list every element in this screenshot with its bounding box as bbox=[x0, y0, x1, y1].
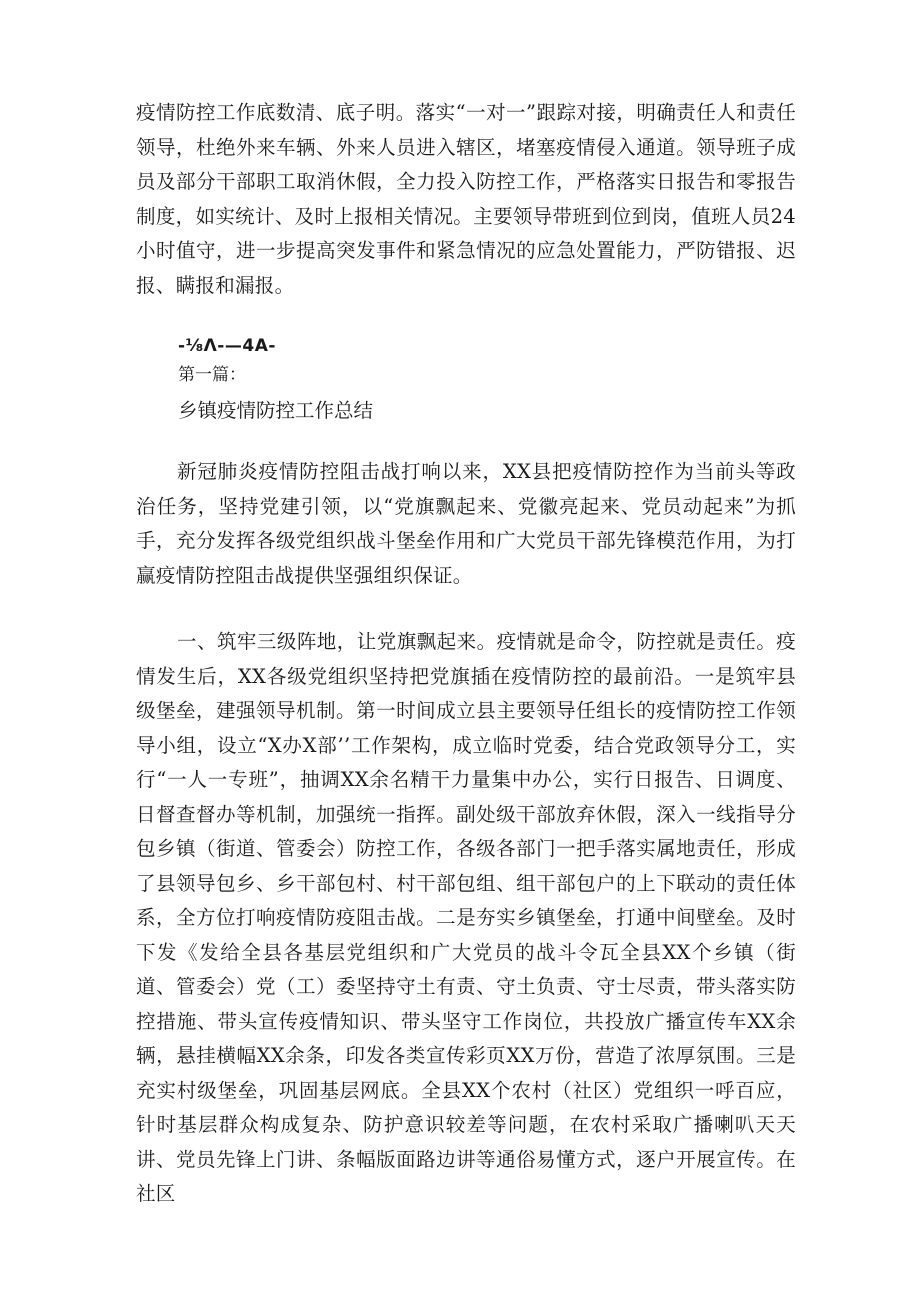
paragraph-top: 疫情防控工作底数清、底子明。落实“一对一”跟踪对接，明确责任人和责任领导，杜绝外来车辆、外来人员进入辖区，堵塞疫情侵入通道。领导班子成员及部分干部职工取消休假，全力投入防控工作，严格落实日报告和零报告制度，如实统计、及时上报相关情况。主要领导带班到位到岗，值班人员24小时值守，进一步提高突发事件和紧急情况的应急处置能力，严防错报、迟报、瞒报和漏报。 bbox=[136, 101, 796, 297]
garbled-heading-line: -⅛Λ-—4A- bbox=[178, 336, 276, 356]
paragraph-body: 一、筑牢三级阵地，让党旗飘起来。疫情就是命令，防控就是责任。疫情发生后，XX各级党组织坚持把党旗插在疫情防控的最前沿。一是筑牢县级堡垒，建强领导机制。第一时间成立县主要领导任组长的疫情防控工作领导小组，设立“X办X部’’工作架构，成立临时党委，结合党政领导分工，实行“一人一专班”，抽调XX余名精干力量集中办公，实行日报告、日调度、日督查督办等机制，加强统一指挥。副处级干部放弃休假，深入一线指导分包乡镇（街道、管委会）防控工作，各级各部门一把手落实属地责任，形成了县领导包乡、乡干部包村、村干部包组、组干部包户的上下联动的责任体系，全方位打响疫情防疫阻击战。二是夯实乡镇堡垒，打通中间壁垒。及时下发《发给全县各基层党组织和广大党员的战斗令瓦全县XX个乡镇（街道、管委会）党（工）委坚持守土有责、守土负责、守士尽责，带头落实防控措施、带头宣传疫情知识、带头坚守工作岗位，共投放广播宣传车XX余辆，悬挂横幅XX余条，印发各类宣传彩页XX万份，营造了浓厚氛围。三是充实村级堡垒，巩固基层网底。全县XX个农村（社区）党组织一呼百应，针时基层群众构成复杂、防护意识较差等问题，在农村采取广播喇叭天天讲、党员先锋上门讲、条幅版面路边讲等通俗易懂方式，逐户开展宣传。在社区 bbox=[136, 630, 796, 1205]
paragraph-intro: 新冠肺炎疫情防控阻击战打响以来，XX县把疫情防控作为当前头等政治任务，坚持党建引领，以“党旗飘起来、党徽亮起来、党员动起来”为抓手，充分发挥各级党组织战斗堡垒作用和广大党员干部先锋模范作用，为打赢疫情防控阻击战提供坚强组织保证。 bbox=[136, 460, 796, 587]
document-title: 乡镇疫情防控工作总结 bbox=[178, 399, 374, 422]
section-label: 第一篇： bbox=[178, 365, 246, 385]
